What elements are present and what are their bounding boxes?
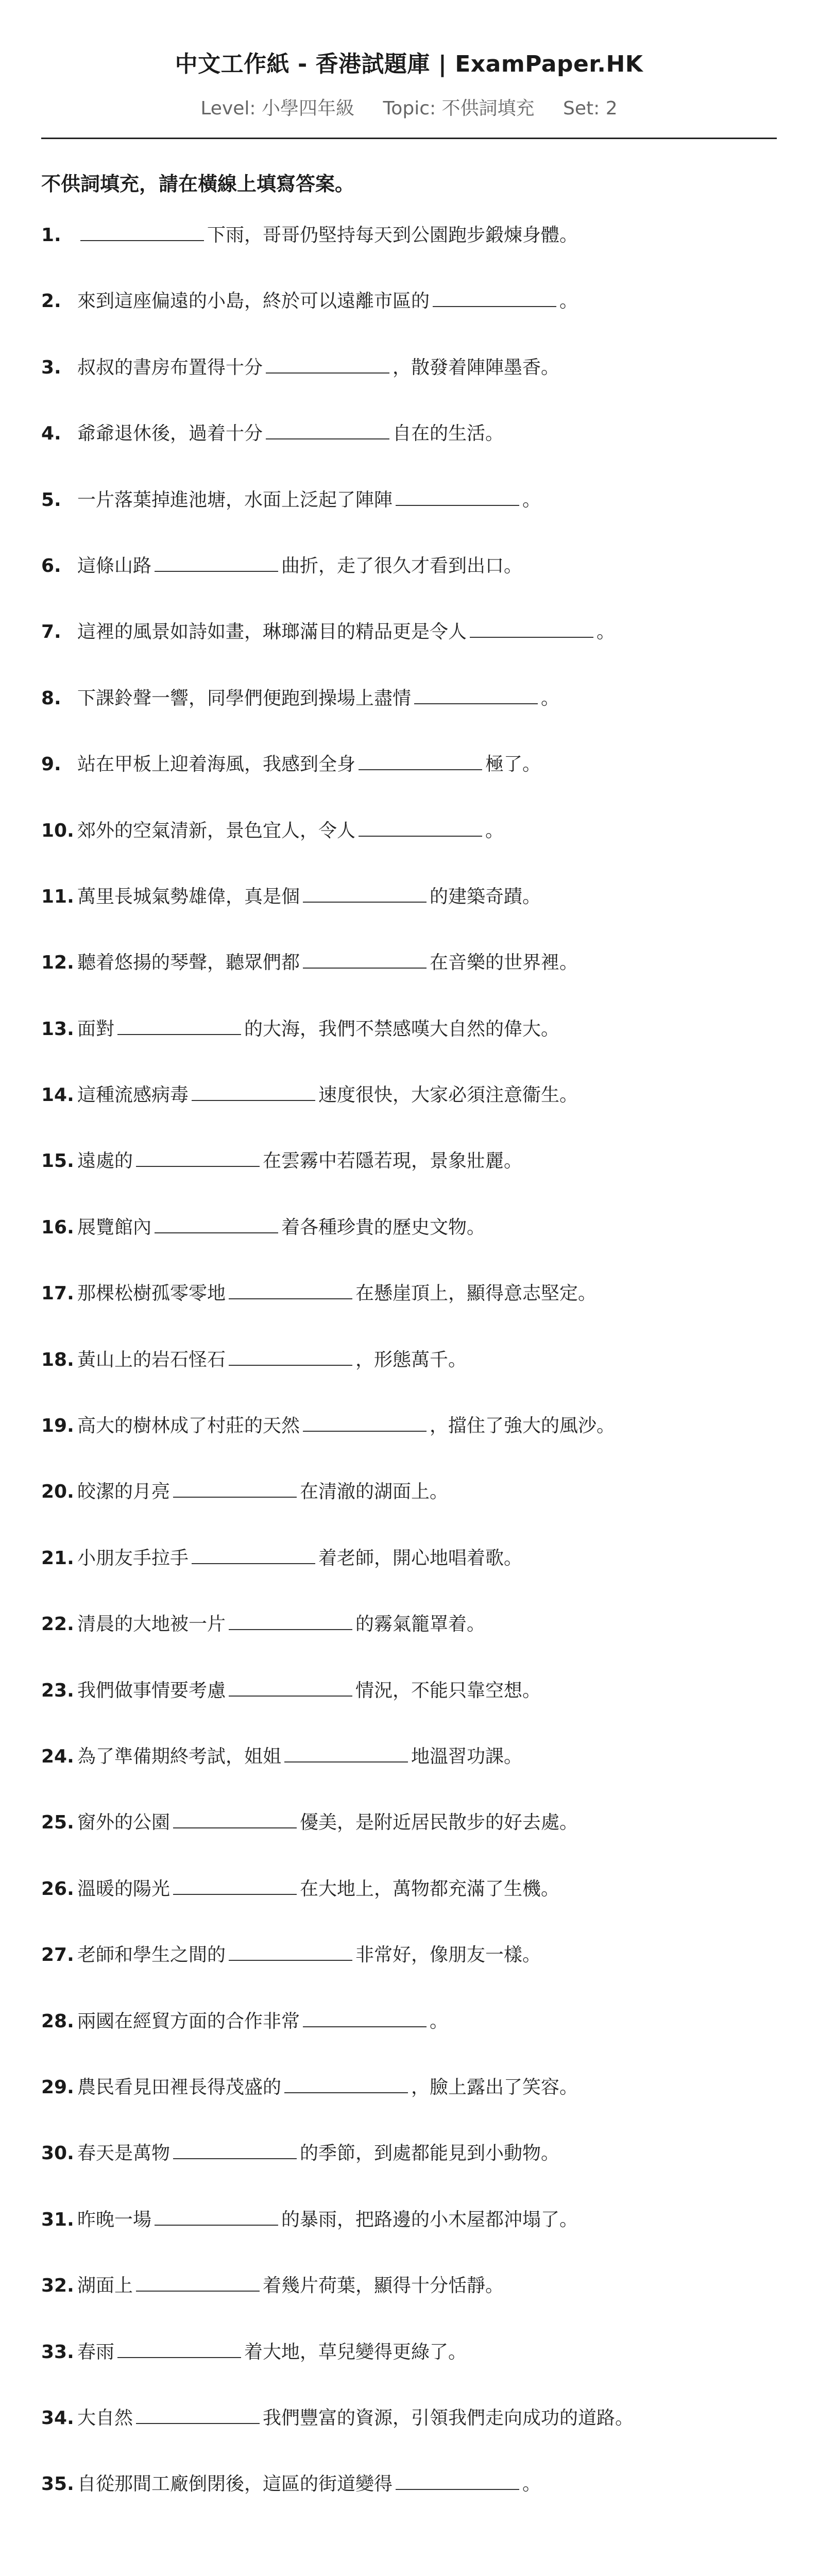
question-item: [41, 2472, 777, 2538]
question-text-before: 叔叔的書房布置得十分: [77, 357, 263, 378]
question-text-after: 在音樂的世界裡。: [430, 952, 578, 974]
question-text-before: 展覽館內: [77, 1216, 152, 1238]
question-item: [41, 1017, 777, 1083]
question-item: [41, 2075, 777, 2141]
answer-blank[interactable]: [359, 820, 482, 837]
question-text-after: ，散發着陣陣墨香。: [393, 357, 560, 378]
question-text-before: 來到這座偏遠的小島，終於可以遠離市區的: [77, 291, 430, 312]
question-text-after: 着各種珍貴的歷史文物。: [281, 1216, 486, 1238]
question-text-after: 速度很快，大家必須注意衞生。: [318, 1084, 578, 1106]
answer-blank[interactable]: [80, 225, 204, 241]
question-item: [41, 1877, 777, 1943]
header-divider: [41, 138, 777, 139]
answer-blank[interactable]: [303, 952, 427, 969]
question-text-before: 兩國在經貿方面的合作非常: [77, 2010, 300, 2032]
answer-blank[interactable]: [284, 1746, 408, 1762]
answer-blank[interactable]: [173, 1481, 297, 1498]
question-number: 2.: [41, 291, 61, 312]
question-number: 14.: [41, 1084, 74, 1106]
question-text-after: 曲折，走了很久才看到出口。: [281, 555, 523, 577]
answer-blank[interactable]: [414, 688, 538, 704]
answer-blank[interactable]: [396, 489, 519, 506]
question-text-after: 的大海，我們不禁感嘆大自然的偉大。: [244, 1018, 560, 1040]
question-item: [41, 2274, 777, 2340]
question-item: [41, 752, 777, 818]
question-item: [41, 1348, 777, 1414]
level-label: Level: 小學四年級: [200, 98, 354, 119]
question-text-after: 自在的生活。: [393, 423, 504, 445]
answer-blank[interactable]: [229, 1680, 352, 1697]
question-number: 33.: [41, 2341, 74, 2363]
question-text-after: 。: [522, 489, 541, 511]
answer-blank[interactable]: [155, 1217, 278, 1233]
question-text-after: 的季節，到處都能見到小動物。: [300, 2143, 560, 2164]
question-number: 16.: [41, 1216, 74, 1238]
question-text-after: 非常好，像朋友一樣。: [355, 1944, 541, 1966]
question-item: [41, 1744, 777, 1810]
header: [41, 0, 777, 139]
question-number: 12.: [41, 952, 74, 974]
answer-blank[interactable]: [136, 2408, 260, 2424]
question-text-before: 清晨的大地被一片: [77, 1614, 226, 1635]
answer-blank[interactable]: [303, 1415, 427, 1432]
question-text-after: 的建築奇蹟。: [430, 886, 541, 907]
question-number: 34.: [41, 2407, 74, 2429]
answer-blank[interactable]: [117, 2342, 241, 2358]
question-item: [41, 1414, 777, 1480]
question-number: 27.: [41, 1944, 74, 1966]
question-item: [41, 554, 777, 620]
question-item: [41, 421, 777, 487]
question-item: [41, 355, 777, 421]
question-number: 8.: [41, 687, 61, 709]
question-text-before: 遠處的: [77, 1150, 133, 1172]
question-item: [41, 1546, 777, 1612]
question-item: [41, 2141, 777, 2207]
answer-blank[interactable]: [470, 621, 593, 638]
question-item: [41, 885, 777, 951]
question-number: 17.: [41, 1283, 74, 1304]
question-text-before: 這種流感病毒: [77, 1084, 189, 1106]
question-item: [41, 1281, 777, 1347]
question-text-before: 農民看見田裡長得茂盛的: [77, 2076, 282, 2098]
question-number: 1.: [41, 225, 61, 246]
question-text-after: 在雲霧中若隱若現，景象壯麗。: [263, 1150, 523, 1172]
instruction-text: 不供詞填充，請在橫線上填寫答案。: [41, 173, 355, 195]
question-item: [41, 1679, 777, 1744]
answer-blank[interactable]: [192, 1548, 315, 1564]
answer-blank[interactable]: [229, 1349, 352, 1366]
question-text-before: 高大的樹林成了村莊的天然: [77, 1415, 300, 1437]
question-number: 31.: [41, 2209, 74, 2230]
question-text-before: 春天是萬物: [77, 2143, 171, 2164]
question-text-before: 黃山上的岩石怪石: [77, 1349, 226, 1370]
answer-blank[interactable]: [266, 357, 389, 374]
question-text-after: 。: [597, 621, 616, 643]
question-text-after: 在大地上，萬物都充滿了生機。: [300, 1878, 560, 1900]
question-text-after: 在懸崖頂上，顯得意志堅定。: [355, 1283, 597, 1304]
question-text-after: 的暴雨，把路邊的小木屋都沖塌了。: [281, 2209, 578, 2230]
answer-blank[interactable]: [433, 291, 556, 307]
question-number: 32.: [41, 2275, 74, 2297]
worksheet-meta: [41, 94, 777, 120]
answer-blank[interactable]: [229, 1614, 352, 1630]
answer-blank[interactable]: [173, 2143, 297, 2159]
question-item: [41, 1612, 777, 1678]
question-text-before: 聽着悠揚的琴聲，聽眾們都: [77, 952, 300, 974]
question-text-before: 郊外的空氣清新，景色宜人，令人: [77, 820, 356, 841]
question-text-before: 老師和學生之間的: [77, 1944, 226, 1966]
question-text-before: 湖面上: [77, 2275, 133, 2297]
question-item: [41, 819, 777, 885]
question-number: 23.: [41, 1680, 74, 1701]
question-text-after: 情況，不能只靠空想。: [355, 1680, 541, 1701]
question-text-after: 優美，是附近居民散步的好去處。: [300, 1812, 578, 1834]
question-text-after: ，臉上露出了笑容。: [411, 2076, 578, 2098]
question-text-after: 我們豐富的資源，引領我們走向成功的道路。: [263, 2407, 634, 2429]
question-number: 24.: [41, 1745, 74, 1767]
question-text-after: 。: [430, 2010, 449, 2032]
set-label: Set: 2: [563, 98, 618, 119]
question-text-before: 春雨: [77, 2341, 115, 2363]
question-text-before: 那棵松樹孤零零地: [77, 1283, 226, 1304]
question-number: 26.: [41, 1878, 74, 1900]
question-text-before: 這裡的風景如詩如畫，琳瑯滿目的精品更是令人: [77, 621, 467, 643]
question-text-after: 着老師，開心地唱着歌。: [318, 1547, 523, 1569]
answer-blank[interactable]: [173, 1878, 297, 1895]
question-text-after: 地溫習功課。: [411, 1745, 523, 1767]
question-number: 4.: [41, 423, 61, 445]
question-number: 10.: [41, 820, 74, 841]
question-text-before: 為了準備期終考試，姐姐: [77, 1745, 282, 1767]
question-number: 5.: [41, 489, 61, 511]
question-text-after: 。: [522, 2473, 541, 2495]
question-item: [41, 1480, 777, 1546]
question-number: 22.: [41, 1614, 74, 1635]
question-text-after: 極了。: [485, 754, 541, 775]
answer-blank[interactable]: [303, 2011, 427, 2027]
question-text-before: 爺爺退休後，過着十分: [77, 423, 263, 445]
answer-blank[interactable]: [173, 1812, 297, 1828]
question-item: [41, 1215, 777, 1281]
answer-blank[interactable]: [266, 423, 389, 439]
question-number: 20.: [41, 1481, 74, 1503]
answer-blank[interactable]: [229, 1283, 352, 1299]
question-item: [41, 686, 777, 752]
question-text-before: 面對: [77, 1018, 115, 1040]
question-number: 6.: [41, 555, 61, 577]
question-list: [41, 223, 777, 2538]
question-number: 11.: [41, 886, 74, 907]
answer-blank[interactable]: [117, 1019, 241, 1035]
question-text-after: ，擋住了強大的風沙。: [430, 1415, 616, 1437]
question-text-before: 大自然: [77, 2407, 133, 2429]
question-number: 9.: [41, 754, 61, 775]
question-number: 7.: [41, 621, 61, 643]
question-number: 28.: [41, 2010, 74, 2032]
answer-blank[interactable]: [396, 2473, 519, 2490]
question-text-before: 溫暖的陽光: [77, 1878, 171, 1900]
answer-blank[interactable]: [303, 886, 427, 903]
question-text-before: 窗外的公園: [77, 1812, 171, 1834]
question-text-before: 一片落葉掉進池塘，水面上泛起了陣陣: [77, 489, 393, 511]
question-item: [41, 289, 777, 355]
question-text-after: 的霧氣籠罩着。: [355, 1614, 486, 1635]
question-text-before: 昨晚一場: [77, 2209, 152, 2230]
answer-blank[interactable]: [136, 2275, 260, 2292]
question-text-before: 站在甲板上迎着海風，我感到全身: [77, 754, 356, 775]
worksheet-page: [41, 0, 777, 2576]
question-item: [41, 488, 777, 554]
question-number: 15.: [41, 1150, 74, 1172]
answer-blank[interactable]: [155, 2209, 278, 2226]
question-text-after: 着幾片荷葉，顯得十分恬靜。: [263, 2275, 504, 2297]
question-number: 25.: [41, 1812, 74, 1834]
question-item: [41, 2208, 777, 2274]
question-text-before: 小朋友手拉手: [77, 1547, 189, 1569]
question-text-before: 萬里長城氣勢雄偉，真是個: [77, 886, 300, 907]
question-text-after: 。: [541, 687, 560, 709]
topic-label: Topic: 不供詞填充: [383, 98, 535, 119]
question-item: [41, 1943, 777, 2009]
answer-blank[interactable]: [359, 754, 482, 770]
question-text-after: 。: [559, 291, 578, 312]
page-title: 中文工作紙 - 香港試題庫 | ExamPaper.HK: [175, 51, 643, 77]
question-number: 13.: [41, 1018, 74, 1040]
answer-blank[interactable]: [192, 1084, 315, 1101]
question-text-before: 下課鈴聲一響，同學們便跑到操場上盡情: [77, 687, 412, 709]
question-item: [41, 1083, 777, 1149]
question-text-after: ，形態萬千。: [355, 1349, 467, 1370]
question-text-after: 在清澈的湖面上。: [300, 1481, 449, 1503]
answer-blank[interactable]: [136, 1150, 260, 1167]
question-text-before: 自從那間工廠倒閉後，這區的街道變得: [77, 2473, 393, 2495]
question-number: 29.: [41, 2076, 74, 2098]
question-number: 30.: [41, 2143, 74, 2164]
question-item: [41, 1810, 777, 1876]
question-item: [41, 2340, 777, 2406]
answer-blank[interactable]: [284, 2077, 408, 2093]
question-item: [41, 1149, 777, 1215]
question-number: 19.: [41, 1415, 74, 1437]
question-item: [41, 2009, 777, 2075]
answer-blank[interactable]: [155, 555, 278, 572]
answer-blank[interactable]: [229, 1944, 352, 1961]
question-text-before: 皎潔的月亮: [77, 1481, 171, 1503]
question-text-after: 。: [485, 820, 504, 841]
question-text-after: 下雨，哥哥仍堅持每天到公園跑步鍛煉身體。: [207, 225, 578, 246]
question-number: 35.: [41, 2473, 74, 2495]
question-text-before: 我們做事情要考慮: [77, 1680, 226, 1701]
question-item: [41, 223, 777, 289]
question-text-after: 着大地，草兒變得更綠了。: [244, 2341, 467, 2363]
question-item: [41, 2406, 777, 2472]
question-text-before: 這條山路: [77, 555, 152, 577]
question-number: 3.: [41, 357, 61, 378]
question-number: 21.: [41, 1547, 74, 1569]
question-number: 18.: [41, 1349, 74, 1370]
question-item: [41, 951, 777, 1016]
question-item: [41, 620, 777, 686]
